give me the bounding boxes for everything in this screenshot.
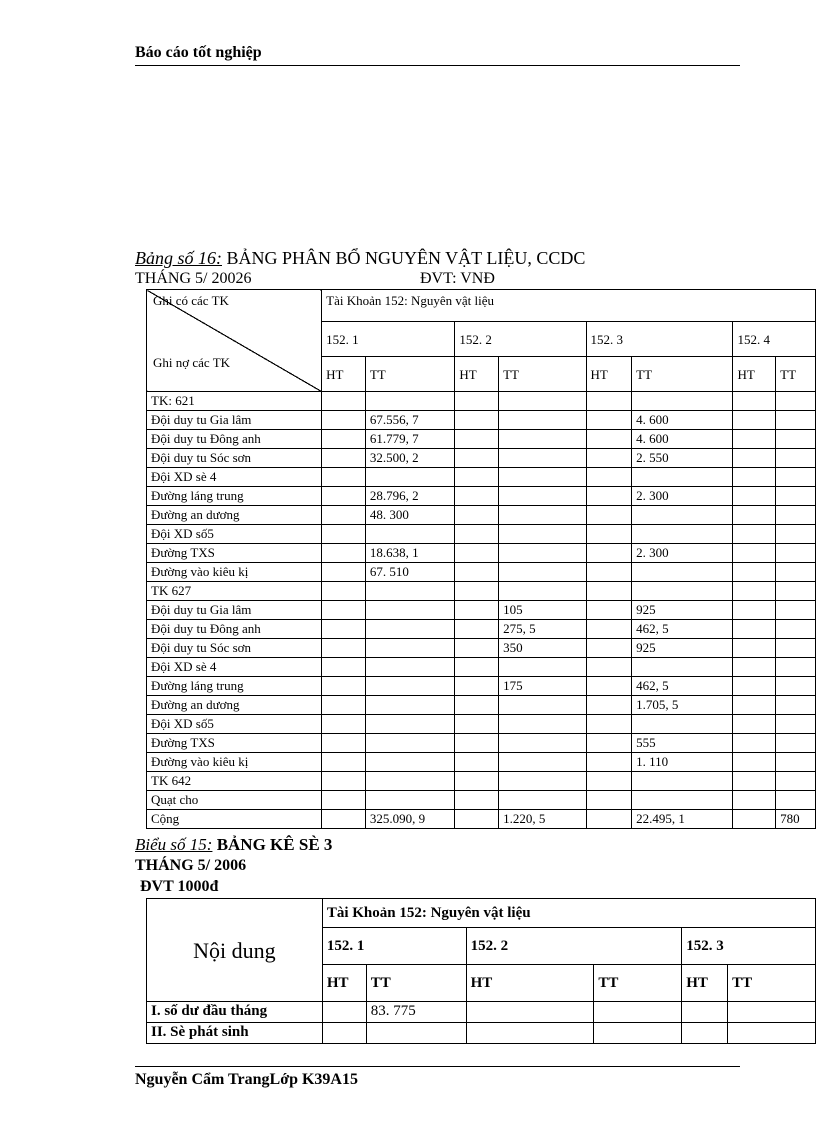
- group-header: 152. 3: [586, 322, 733, 357]
- account-header: Tài Khoản 152: Nguyên vật liệu: [322, 290, 816, 322]
- row-label: Đường láng trung: [147, 487, 322, 506]
- table-cell: [322, 411, 366, 430]
- table-cell: [322, 1023, 366, 1044]
- row-label: Đội duy tu Đông anh: [147, 430, 322, 449]
- table-cell: [632, 563, 733, 582]
- table-row: [147, 677, 816, 696]
- table-cell: 32.500, 2: [365, 449, 455, 468]
- table-cell: [586, 392, 632, 411]
- sub-header-ht: HT: [733, 357, 776, 392]
- corner-debit-label: Ghi nợ các TK: [153, 355, 231, 370]
- table-cell: [776, 601, 816, 620]
- table-cell: [499, 525, 586, 544]
- content-header: Nội dung: [147, 899, 323, 1002]
- table-cell: [365, 772, 455, 791]
- table2-caption-label: Biểu số 15:: [135, 835, 213, 854]
- table-cell: [632, 392, 733, 411]
- table-cell: 175: [499, 677, 586, 696]
- sub-header-tt: TT: [728, 965, 816, 1002]
- table-cell: [776, 506, 816, 525]
- table-cell: [586, 411, 632, 430]
- row-label: II. Sè phát sinh: [147, 1023, 323, 1044]
- account-header: Tài Khoản 152: Nguyên vật liệu: [322, 899, 815, 928]
- table-cell: 2. 300: [632, 544, 733, 563]
- table-cell: [322, 601, 366, 620]
- table-cell: [365, 753, 455, 772]
- table-row: [147, 525, 816, 544]
- table-cell: 555: [632, 734, 733, 753]
- table-cell: [499, 563, 586, 582]
- table-cell: [365, 468, 455, 487]
- table-cell: [365, 677, 455, 696]
- table-cell: [499, 582, 586, 601]
- footer-divider: [135, 1066, 740, 1067]
- table-cell: [455, 468, 499, 487]
- table2-month: THÁNG 5/ 2006: [135, 857, 247, 874]
- table-cell: [733, 715, 776, 734]
- table-cell: 462, 5: [632, 677, 733, 696]
- corner-header-cell: [147, 290, 322, 392]
- table-cell: 4. 600: [632, 411, 733, 430]
- table-cell: [632, 791, 733, 810]
- table-cell: [632, 525, 733, 544]
- row-label: Quạt cho: [147, 791, 322, 810]
- table-cell: [322, 791, 366, 810]
- table-cell: [586, 487, 632, 506]
- table1-month: THÁNG 5/ 20026: [135, 270, 252, 287]
- table-cell: [733, 658, 776, 677]
- group-header: 152. 1: [322, 322, 455, 357]
- table-cell: [365, 620, 455, 639]
- table-cell: [682, 1023, 728, 1044]
- table-cell: 83. 775: [366, 1002, 466, 1023]
- table-cell: [586, 544, 632, 563]
- table-cell: [632, 506, 733, 525]
- table-cell: 1. 110: [632, 753, 733, 772]
- table-cell: 48. 300: [365, 506, 455, 525]
- sub-header-ht: HT: [322, 357, 366, 392]
- sub-header-ht: HT: [322, 965, 366, 1002]
- table-cell: [733, 601, 776, 620]
- table-cell: [499, 734, 586, 753]
- table-cell: [586, 639, 632, 658]
- table-cell: [455, 753, 499, 772]
- table-cell: [632, 715, 733, 734]
- table-cell: 22.495, 1: [632, 810, 733, 829]
- table-row: [147, 639, 816, 658]
- table-cell: [365, 658, 455, 677]
- table-cell: [455, 620, 499, 639]
- page-footer-text: Nguyễn Cẩm TrangLớp K39A15: [135, 1071, 358, 1088]
- table-cell: [499, 772, 586, 791]
- table-cell: [776, 734, 816, 753]
- table-cell: [632, 658, 733, 677]
- table-cell: [594, 1023, 682, 1044]
- row-label: Đội duy tu Gia lâm: [147, 411, 322, 430]
- table-row: [147, 734, 816, 753]
- table-cell: [322, 734, 366, 753]
- table-row: [147, 753, 816, 772]
- table-cell: [322, 677, 366, 696]
- table-cell: [466, 1023, 594, 1044]
- table-cell: [322, 639, 366, 658]
- table-cell: [499, 715, 586, 734]
- table-row: [147, 1023, 816, 1044]
- table-cell: [776, 791, 816, 810]
- table-cell: [499, 449, 586, 468]
- table-cell: [733, 753, 776, 772]
- table-cell: [733, 772, 776, 791]
- table-cell: [499, 411, 586, 430]
- sub-header-tt: TT: [776, 357, 816, 392]
- row-label: TK 627: [147, 582, 322, 601]
- table-cell: [322, 772, 366, 791]
- table-cell: 325.090, 9: [365, 810, 455, 829]
- table2-unit: ĐVT 1000đ: [140, 878, 219, 895]
- ledger-table-body: [147, 1002, 816, 1044]
- row-label: Đường vào kiêu kị: [147, 753, 322, 772]
- table-cell: [586, 810, 632, 829]
- table-cell: [776, 468, 816, 487]
- table-cell: 1.705, 5: [632, 696, 733, 715]
- row-label: Đường an dương: [147, 506, 322, 525]
- table-row: [147, 772, 816, 791]
- table-cell: [322, 525, 366, 544]
- table-cell: [499, 658, 586, 677]
- table1-caption-text: BẢNG PHÂN BỔ NGUYÊN VẬT LIỆU, CCDC: [222, 248, 586, 268]
- row-label: Đội duy tu Sóc sơn: [147, 639, 322, 658]
- table-cell: [586, 430, 632, 449]
- table-cell: [365, 639, 455, 658]
- row-label: Đội duy tu Gia lâm: [147, 601, 322, 620]
- table-row: [147, 601, 816, 620]
- table-row: [147, 696, 816, 715]
- table-cell: [455, 715, 499, 734]
- table-row: [147, 658, 816, 677]
- table-cell: [499, 392, 586, 411]
- table-row: [147, 392, 816, 411]
- table-cell: [586, 696, 632, 715]
- table-cell: [455, 430, 499, 449]
- sub-header-ht: HT: [466, 965, 594, 1002]
- table-cell: [499, 791, 586, 810]
- table-row: [147, 506, 816, 525]
- table-cell: [455, 582, 499, 601]
- table-row: [147, 810, 816, 829]
- table-cell: [776, 525, 816, 544]
- table-cell: [499, 544, 586, 563]
- table-cell: 925: [632, 639, 733, 658]
- table-cell: [499, 430, 586, 449]
- table-cell: [322, 430, 366, 449]
- table-cell: [776, 677, 816, 696]
- table-row: [147, 468, 816, 487]
- table-cell: [365, 601, 455, 620]
- table-cell: [776, 411, 816, 430]
- table-cell: [776, 772, 816, 791]
- table-cell: [322, 715, 366, 734]
- table-cell: [455, 696, 499, 715]
- table-cell: [586, 563, 632, 582]
- table-cell: [455, 734, 499, 753]
- sub-header-ht: HT: [682, 965, 728, 1002]
- table-cell: [322, 563, 366, 582]
- table-cell: [733, 449, 776, 468]
- table2-title: [135, 835, 332, 855]
- table-cell: 105: [499, 601, 586, 620]
- ledger-table: [146, 898, 816, 1044]
- table-cell: [586, 772, 632, 791]
- table-cell: [586, 658, 632, 677]
- table-cell: 350: [499, 639, 586, 658]
- table-cell: [586, 525, 632, 544]
- table-cell: [776, 620, 816, 639]
- table-cell: [499, 506, 586, 525]
- table-cell: [733, 487, 776, 506]
- row-label: Đường an dương: [147, 696, 322, 715]
- table-cell: [776, 582, 816, 601]
- table-cell: [776, 715, 816, 734]
- table-cell: 4. 600: [632, 430, 733, 449]
- group-header: 152. 3: [682, 928, 816, 965]
- table-cell: [728, 1023, 816, 1044]
- table-cell: [776, 392, 816, 411]
- table-cell: [632, 582, 733, 601]
- table-cell: [455, 677, 499, 696]
- table-row: [147, 582, 816, 601]
- table-cell: [322, 468, 366, 487]
- table-cell: [455, 506, 499, 525]
- table-cell: [594, 1002, 682, 1023]
- table-row: [147, 544, 816, 563]
- row-label: Đội duy tu Sóc sơn: [147, 449, 322, 468]
- header-divider: [135, 65, 740, 66]
- table1-unit: ĐVT: VNĐ: [420, 270, 495, 287]
- table-cell: [322, 487, 366, 506]
- table-cell: [776, 487, 816, 506]
- row-label: Đội XD số5: [147, 715, 322, 734]
- table-cell: [733, 430, 776, 449]
- table-cell: [322, 506, 366, 525]
- table-row: [147, 487, 816, 506]
- table-cell: [455, 544, 499, 563]
- table-cell: [776, 696, 816, 715]
- table-row: [147, 411, 816, 430]
- table-cell: [455, 449, 499, 468]
- table-cell: 67. 510: [365, 563, 455, 582]
- table-cell: [776, 658, 816, 677]
- corner-credit-label: Ghi có các TK: [153, 293, 229, 308]
- table-row: [147, 1002, 816, 1023]
- table-cell: [733, 810, 776, 829]
- table-cell: [586, 506, 632, 525]
- table-cell: 2. 550: [632, 449, 733, 468]
- table-cell: [733, 639, 776, 658]
- sub-header-tt: TT: [632, 357, 733, 392]
- table-cell: [586, 601, 632, 620]
- group-header: 152. 1: [322, 928, 466, 965]
- table-cell: [586, 734, 632, 753]
- row-label: Đội XD sè 4: [147, 468, 322, 487]
- table-cell: 925: [632, 601, 733, 620]
- table-row: [147, 791, 816, 810]
- table-cell: [733, 582, 776, 601]
- table-cell: [632, 468, 733, 487]
- row-label: Đường láng trung: [147, 677, 322, 696]
- table-cell: [365, 582, 455, 601]
- table-cell: [586, 715, 632, 734]
- table-cell: [733, 677, 776, 696]
- table-cell: [776, 639, 816, 658]
- group-header: 152. 2: [466, 928, 682, 965]
- table-cell: [733, 563, 776, 582]
- table-cell: [322, 620, 366, 639]
- sub-header-tt: TT: [499, 357, 586, 392]
- table-cell: [322, 753, 366, 772]
- table-cell: [322, 1002, 366, 1023]
- group-header: 152. 2: [455, 322, 586, 357]
- row-label: Đội XD sè 4: [147, 658, 322, 677]
- sub-header-ht: HT: [455, 357, 499, 392]
- table-cell: [733, 392, 776, 411]
- table-cell: [322, 392, 366, 411]
- row-label: TK 642: [147, 772, 322, 791]
- table-cell: [365, 392, 455, 411]
- table-row: [147, 449, 816, 468]
- row-label: Đường vào kiêu kị: [147, 563, 322, 582]
- table-cell: [455, 392, 499, 411]
- group-header: 152. 4: [733, 322, 816, 357]
- table-cell: [586, 620, 632, 639]
- table-cell: [586, 753, 632, 772]
- table-cell: [733, 696, 776, 715]
- table-cell: [586, 677, 632, 696]
- sub-header-tt: TT: [365, 357, 455, 392]
- table-cell: [499, 487, 586, 506]
- table-cell: [776, 449, 816, 468]
- table-cell: [365, 696, 455, 715]
- table-cell: [733, 620, 776, 639]
- table-cell: [365, 525, 455, 544]
- table-cell: [365, 715, 455, 734]
- table-cell: [499, 696, 586, 715]
- table-cell: [455, 487, 499, 506]
- sub-header-ht: HT: [586, 357, 632, 392]
- table-cell: [365, 734, 455, 753]
- row-label: TK: 621: [147, 392, 322, 411]
- table-cell: [455, 525, 499, 544]
- table-row: [147, 430, 816, 449]
- allocation-table: [146, 289, 816, 829]
- table-cell: [733, 468, 776, 487]
- table-cell: [366, 1023, 466, 1044]
- table-cell: 61.779, 7: [365, 430, 455, 449]
- table-cell: [322, 810, 366, 829]
- table-cell: [322, 582, 366, 601]
- table-cell: [322, 449, 366, 468]
- table-cell: [455, 639, 499, 658]
- table-cell: [499, 468, 586, 487]
- table-cell: [733, 411, 776, 430]
- table-cell: 1.220, 5: [499, 810, 586, 829]
- table-row: [147, 620, 816, 639]
- row-label: Đường TXS: [147, 734, 322, 753]
- table-cell: [322, 696, 366, 715]
- row-label: Đội XD số5: [147, 525, 322, 544]
- table-cell: [733, 734, 776, 753]
- table-cell: [776, 430, 816, 449]
- table-cell: [733, 506, 776, 525]
- page-header-title: Báo cáo tốt nghiệp: [135, 44, 262, 61]
- table-cell: [632, 772, 733, 791]
- table2-caption-text: BẢNG KÊ SÈ 3: [212, 835, 333, 854]
- table1-caption-label: Bảng số 16:: [135, 248, 222, 268]
- table-cell: [455, 791, 499, 810]
- table-cell: [586, 582, 632, 601]
- table-cell: [776, 753, 816, 772]
- sub-header-tt: TT: [594, 965, 682, 1002]
- table-cell: [322, 544, 366, 563]
- table-cell: 462, 5: [632, 620, 733, 639]
- table-cell: [776, 563, 816, 582]
- table-cell: [776, 544, 816, 563]
- sub-header-tt: TT: [366, 965, 466, 1002]
- row-label: Cộng: [147, 810, 322, 829]
- table-cell: [365, 791, 455, 810]
- row-label: I. số dư đầu tháng: [147, 1002, 323, 1023]
- table-cell: 28.796, 2: [365, 487, 455, 506]
- table-cell: [455, 772, 499, 791]
- table-cell: 780: [776, 810, 816, 829]
- table-cell: [733, 544, 776, 563]
- table1-title: [135, 248, 585, 269]
- table-cell: [322, 658, 366, 677]
- allocation-table-body: [147, 392, 816, 829]
- table-cell: [733, 525, 776, 544]
- table-cell: [728, 1002, 816, 1023]
- table-cell: [455, 810, 499, 829]
- table-cell: [733, 791, 776, 810]
- table-row: [147, 715, 816, 734]
- table-cell: [499, 753, 586, 772]
- table-row: [147, 563, 816, 582]
- table-cell: 2. 300: [632, 487, 733, 506]
- table-cell: [682, 1002, 728, 1023]
- table-cell: 18.638, 1: [365, 544, 455, 563]
- table-cell: [466, 1002, 594, 1023]
- table-cell: [455, 411, 499, 430]
- table-cell: [586, 468, 632, 487]
- table-cell: 67.556, 7: [365, 411, 455, 430]
- table-cell: [586, 449, 632, 468]
- table-cell: 275, 5: [499, 620, 586, 639]
- table-cell: [455, 563, 499, 582]
- table-cell: [586, 791, 632, 810]
- table-cell: [455, 658, 499, 677]
- row-label: Đội duy tu Đông anh: [147, 620, 322, 639]
- table-cell: [455, 601, 499, 620]
- row-label: Đường TXS: [147, 544, 322, 563]
